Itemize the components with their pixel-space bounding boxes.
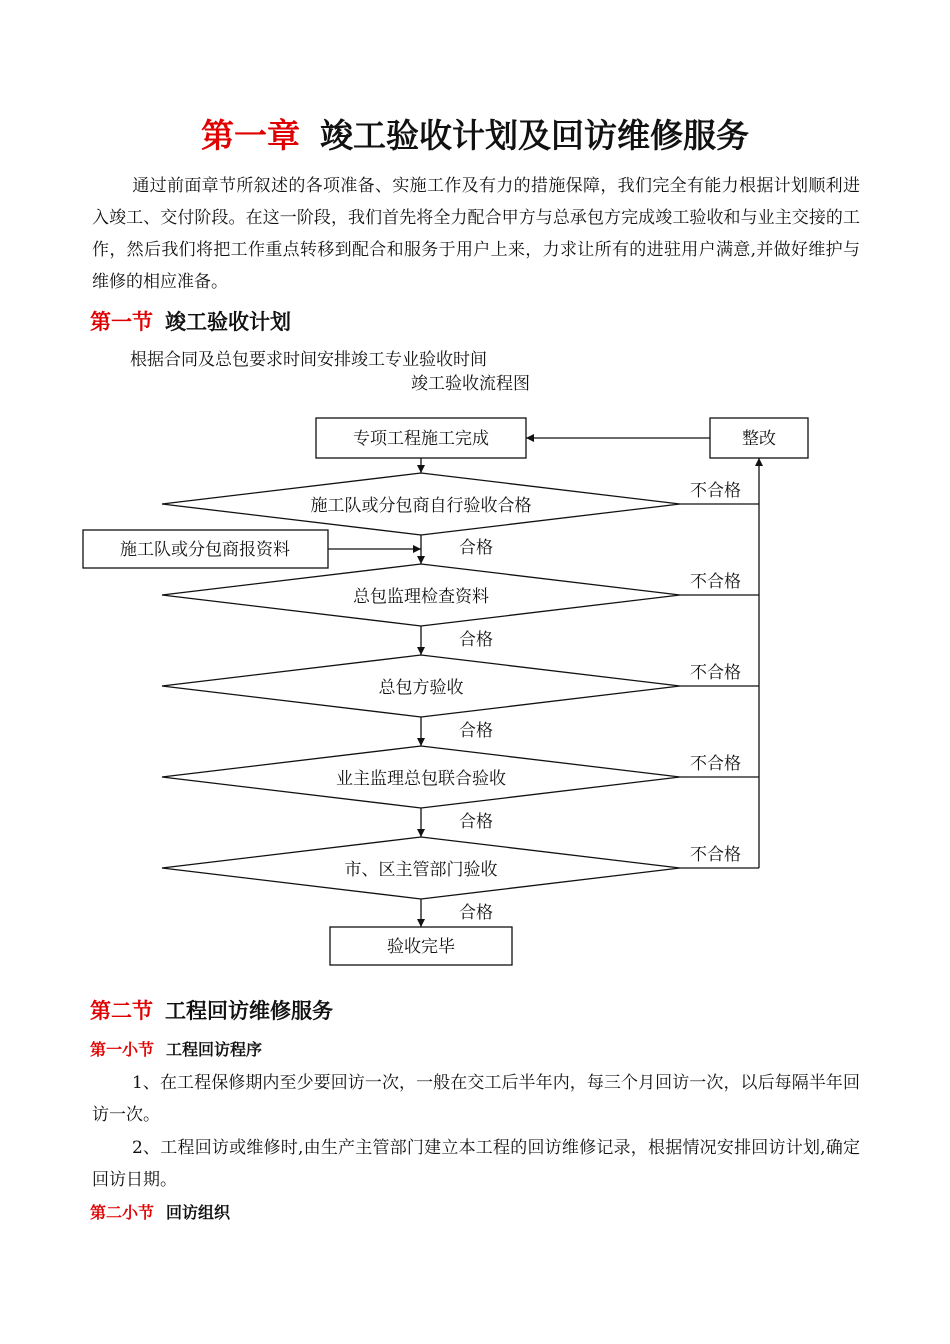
decision-3-label: 总包方验收 xyxy=(378,678,464,698)
side-input-label: 施工队或分包商报资料 xyxy=(120,540,290,560)
decision-4-label: 业主监理总包联合验收 xyxy=(336,769,506,789)
section1-number: 第一节 xyxy=(90,310,153,334)
section2-number: 第二节 xyxy=(90,999,153,1023)
visit-paragraph-1 xyxy=(92,1067,860,1131)
pass-label-1: 合格 xyxy=(459,538,493,558)
subsection1-heading xyxy=(90,1037,262,1063)
subsection1-title: 工程回访程序 xyxy=(166,1040,263,1059)
subsection2-heading xyxy=(90,1200,230,1226)
flowchart-title: 竣工验收流程图 xyxy=(411,374,530,394)
decision-1-label: 施工队或分包商自行验收合格 xyxy=(310,496,532,516)
chapter-number: 第一章 xyxy=(201,116,300,155)
intro-text: 通过前面章节所叙述的各项准备、实施工作及有力的措施保障，我们完全有能力根据计划顺利进入竣工、交付阶段。在这一阶段，我们首先将全力配合甲方与总承包方完成竣工验收和与业主交接的工作，然后我们将把工作重点转移到配合和服务于用户上来，力求让所有的进驻用户满意,并做好维护与维修的相应准备。 xyxy=(92,176,860,292)
subsection1-number: 第一小节 xyxy=(90,1040,155,1059)
pass-label-5: 合格 xyxy=(459,903,493,923)
pass-label-2: 合格 xyxy=(459,630,493,650)
visit-paragraph-2 xyxy=(92,1132,860,1196)
chapter-title: 竣工验收计划及回访维修服务 xyxy=(320,116,749,155)
start-label: 专项工程施工完成 xyxy=(353,429,489,449)
section1-title: 竣工验收计划 xyxy=(165,310,291,334)
decision-2-label: 总包监理检查资料 xyxy=(353,587,489,607)
decision-5-label: 市、区主管部门验收 xyxy=(344,860,498,880)
visit-paragraph-2-text: 2、工程回访或维修时,由生产主管部门建立本工程的回访维修记录，根据情况安排回访计划,确定回访日期。 xyxy=(92,1138,860,1190)
subsection2-title: 回访组织 xyxy=(166,1203,231,1222)
end-label: 验收完毕 xyxy=(387,937,455,957)
pass-label-4: 合格 xyxy=(459,812,493,832)
fail-label-4: 不合格 xyxy=(690,754,741,774)
fail-label-5: 不合格 xyxy=(690,845,741,865)
fail-label-2: 不合格 xyxy=(690,572,741,592)
section2-heading xyxy=(90,995,333,1027)
fail-label-1: 不合格 xyxy=(690,481,741,501)
rectify-label: 整改 xyxy=(742,429,776,449)
fail-label-3: 不合格 xyxy=(690,663,741,683)
section2-title: 工程回访维修服务 xyxy=(165,999,333,1023)
section1-description: 根据合同及总包要求时间安排竣工专业验收时间 xyxy=(130,350,487,370)
visit-paragraph-1-text: 1、在工程保修期内至少要回访一次，一般在交工后半年内，每三个月回访一次，以后每隔半年回访一次。 xyxy=(92,1073,860,1125)
subsection2-number: 第二小节 xyxy=(90,1203,155,1222)
pass-label-3: 合格 xyxy=(459,721,493,741)
